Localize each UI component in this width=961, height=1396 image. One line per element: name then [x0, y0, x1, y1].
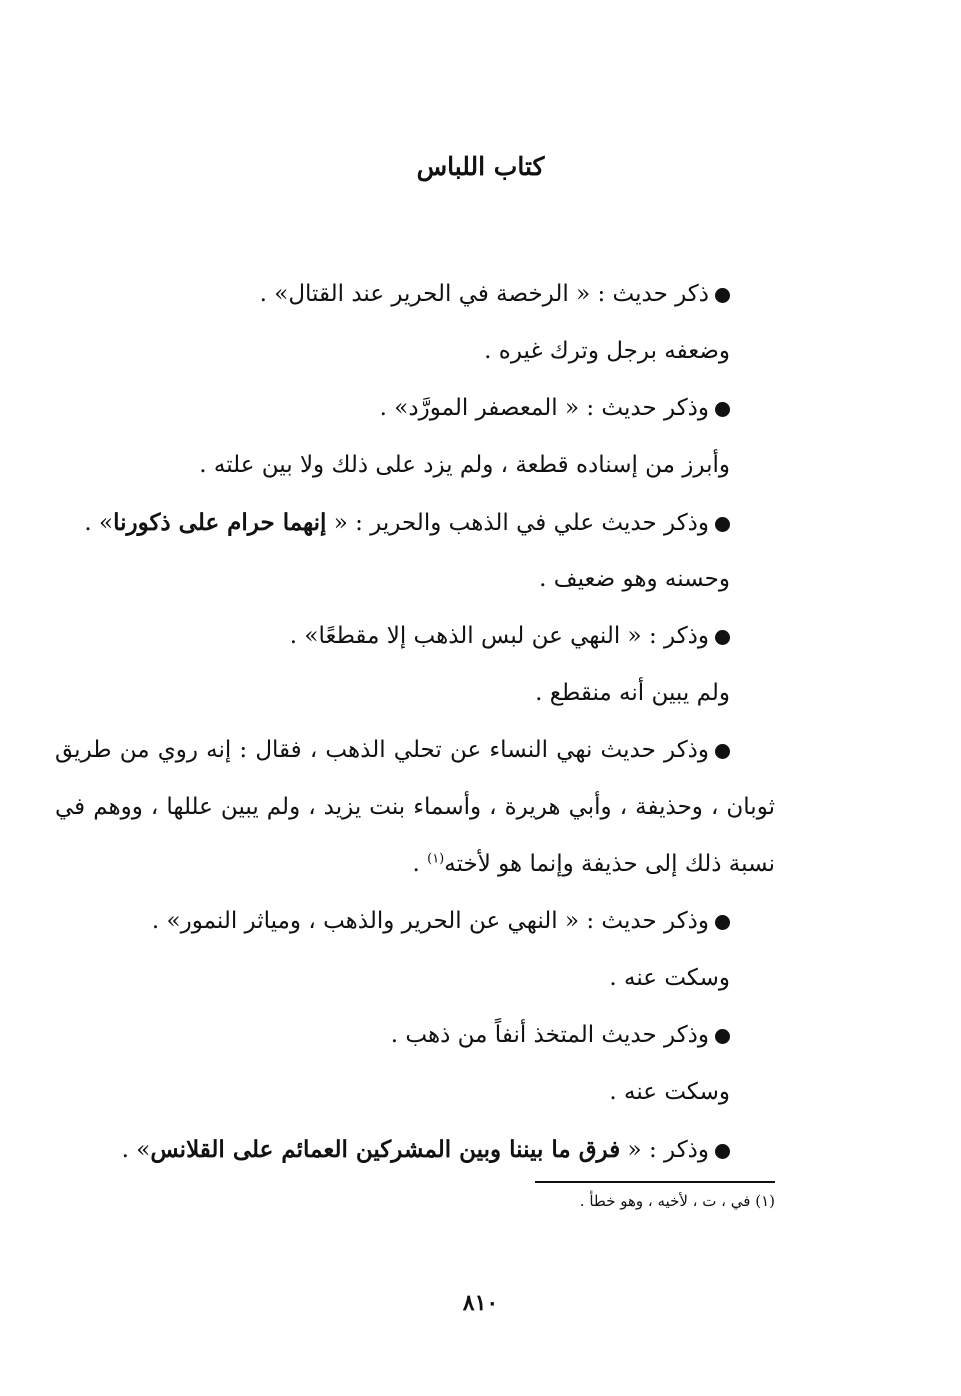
bullet-icon: [715, 517, 730, 532]
footnote-ref[interactable]: (١): [427, 851, 445, 867]
bullet-icon: [715, 1144, 730, 1159]
comment-line: وسكت عنه .: [609, 1079, 730, 1105]
entry-line-continued: ثوبان ، وحذيفة ، وأبي هريرة ، وأسماء بنت يزيد ، ولم يبين عللها ، ووهم في: [55, 794, 775, 820]
entry-line: وذكر حديث علي في الذهب والحرير : « إنهما حرام على ذكورنا» .: [55, 494, 775, 551]
comment-line: وسكت عنه .: [609, 965, 730, 991]
bullet-icon: [715, 1029, 730, 1044]
bullet-icon: [715, 744, 730, 759]
entry-line: وذكر : « فرق ما بيننا وبين المشركين العمائم على القلانس» .: [55, 1121, 775, 1178]
entry-line: ذكر حديث : « الرخصة في الحرير عند القتال» .: [55, 266, 775, 323]
hadith-quote-bold: فرق ما بيننا وبين المشركين العمائم على القلانس: [150, 1136, 621, 1163]
comment-line: وحسنه وهو ضعيف .: [539, 566, 730, 592]
entry-line-continued: نسبة ذلك إلى حذيفة وإنما هو لأخته$^{(١)}$ .: [412, 851, 775, 877]
entry-line: وذكر حديث : « المعصفر المورَّد» .: [55, 380, 775, 437]
entry-line: وذكر حديث : « النهي عن الحرير والذهب ، ومياثر النمور» .: [55, 893, 775, 950]
bullet-icon: [715, 915, 730, 930]
page-title: كتاب اللباس: [416, 152, 545, 181]
bullet-icon: [715, 402, 730, 417]
comment-line: وضعفه برجل وترك غيره .: [484, 338, 730, 364]
entry-line: وذكر حديث نهي النساء عن تحلي الذهب ، فقال : إنه روي من طريق: [55, 722, 775, 779]
entry-line: وذكر حديث المتخذ أنفاً من ذهب .: [55, 1007, 775, 1064]
page-number: ٨١٠: [462, 1290, 499, 1316]
bullet-icon: [715, 288, 730, 303]
footnote-divider: [535, 1181, 775, 1183]
comment-line: وأبرز من إسناده قطعة ، ولم يزد على ذلك ولا بين علته .: [199, 452, 730, 478]
footnote: (١) في ، ت ، لأخيه ، وهو خطأ .: [579, 1192, 775, 1210]
entry-line: وذكر : « النهي عن لبس الذهب إلا مقطعًا» .: [55, 608, 775, 665]
comment-line: ولم يبين أنه منقطع .: [535, 680, 730, 706]
main-text: [55, 266, 775, 1178]
bullet-icon: [715, 630, 730, 645]
hadith-quote-bold: إنهما حرام على ذكورنا: [113, 509, 327, 536]
